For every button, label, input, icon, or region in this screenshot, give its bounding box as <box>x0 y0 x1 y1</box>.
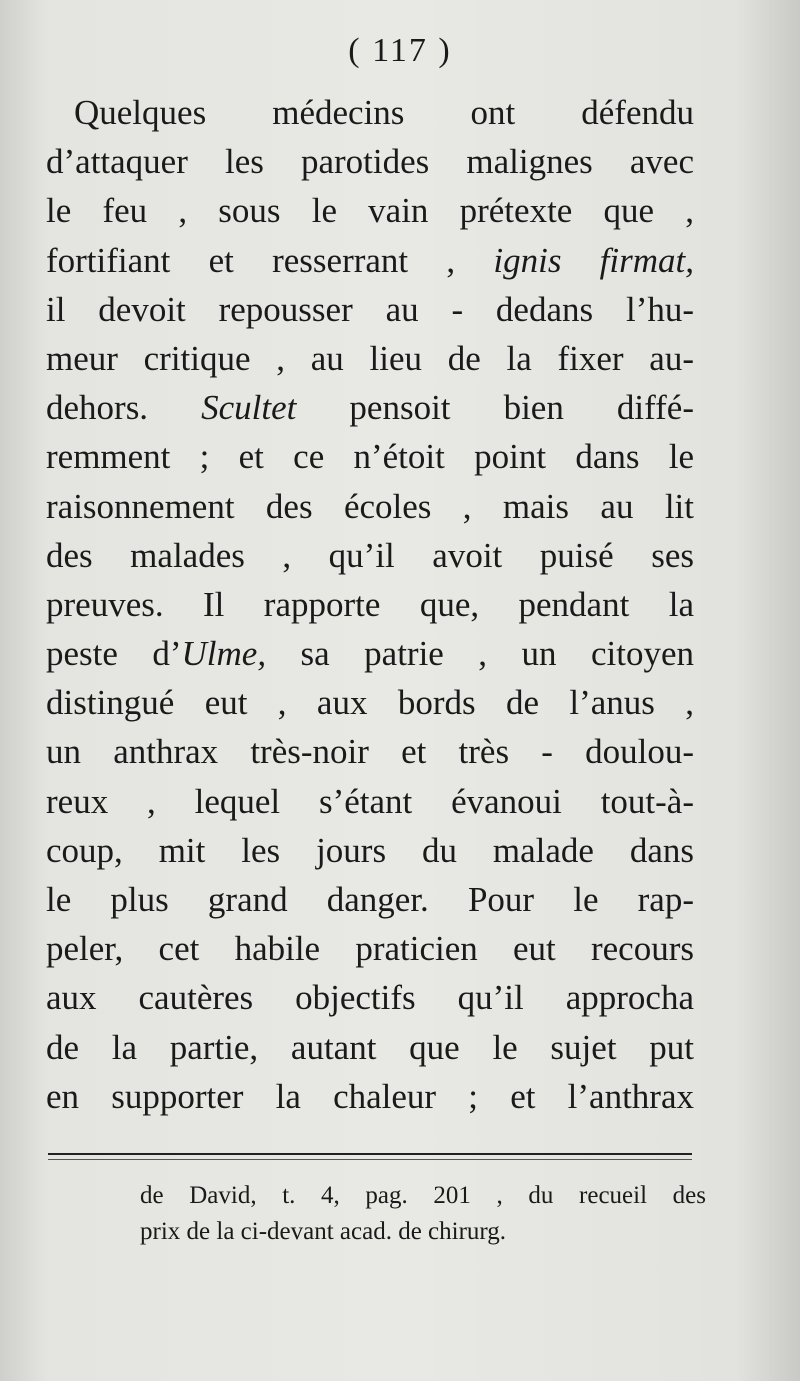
text-line: remment ; et ce n’étoit point dans le <box>46 437 694 477</box>
footnote-line: de David, t. 4, pag. 201 , du recueil des <box>140 1182 706 1209</box>
text-line: Quelques médecins ont défendu <box>74 93 694 132</box>
page-number: ( 117 ) <box>348 32 452 69</box>
text-line: le feu , sous le vain prétexte que , <box>46 191 694 231</box>
body-text <box>46 88 694 1121</box>
text-segment: pensoit bien diffé- <box>296 388 694 428</box>
text-line: un anthrax très-noir et très - doulou- <box>46 732 694 772</box>
footnote-rule-thin <box>48 1159 692 1160</box>
text-line: en supporter la chaleur ; et l’anthrax <box>46 1076 694 1116</box>
text-line: distingué eut , aux bords de l’anus , <box>46 683 694 723</box>
footnote-rule <box>48 1153 692 1155</box>
text-line: d’attaquer les parotides malignes avec <box>46 142 694 182</box>
text-line <box>46 629 694 678</box>
text-segment: fortifiant et resserrant , <box>46 240 494 280</box>
place-name: Ulme, <box>181 634 267 674</box>
text-line: des malades , qu’il avoit puisé ses <box>46 535 694 575</box>
author-name: Scultet <box>201 388 297 428</box>
latin-quote: ignis firmat, <box>493 240 694 280</box>
text-segment: peste d’ <box>46 634 182 674</box>
footnote-line: prix de la ci-devant acad. de chirurg. <box>140 1218 507 1245</box>
text-line: raisonnement des écoles , mais au lit <box>46 486 694 526</box>
text-line: reux , lequel s’étant évanoui tout-à- <box>46 781 694 821</box>
text-line: peler, cet habile praticien eut recours <box>46 929 694 969</box>
text-line: coup, mit les jours du malade dans <box>46 830 694 870</box>
footnote <box>140 1178 706 1250</box>
text-line: meur critique , au lieu de la fixer au- <box>46 338 694 378</box>
text-segment: sa patrie , un citoyen <box>266 634 694 674</box>
text-line: le plus grand danger. Pour le rap- <box>46 880 694 919</box>
text-line: il devoit repousser au - dedans l’hu- <box>46 289 694 329</box>
text-line: aux cautères objectifs qu’il approcha <box>46 978 694 1018</box>
text-line <box>46 236 694 285</box>
text-line <box>46 383 694 432</box>
text-line: preuves. Il rapporte que, pendant la <box>46 584 694 624</box>
text-line: de la partie, autant que le sujet put <box>46 1027 694 1067</box>
text-segment: dehors. <box>46 388 202 428</box>
